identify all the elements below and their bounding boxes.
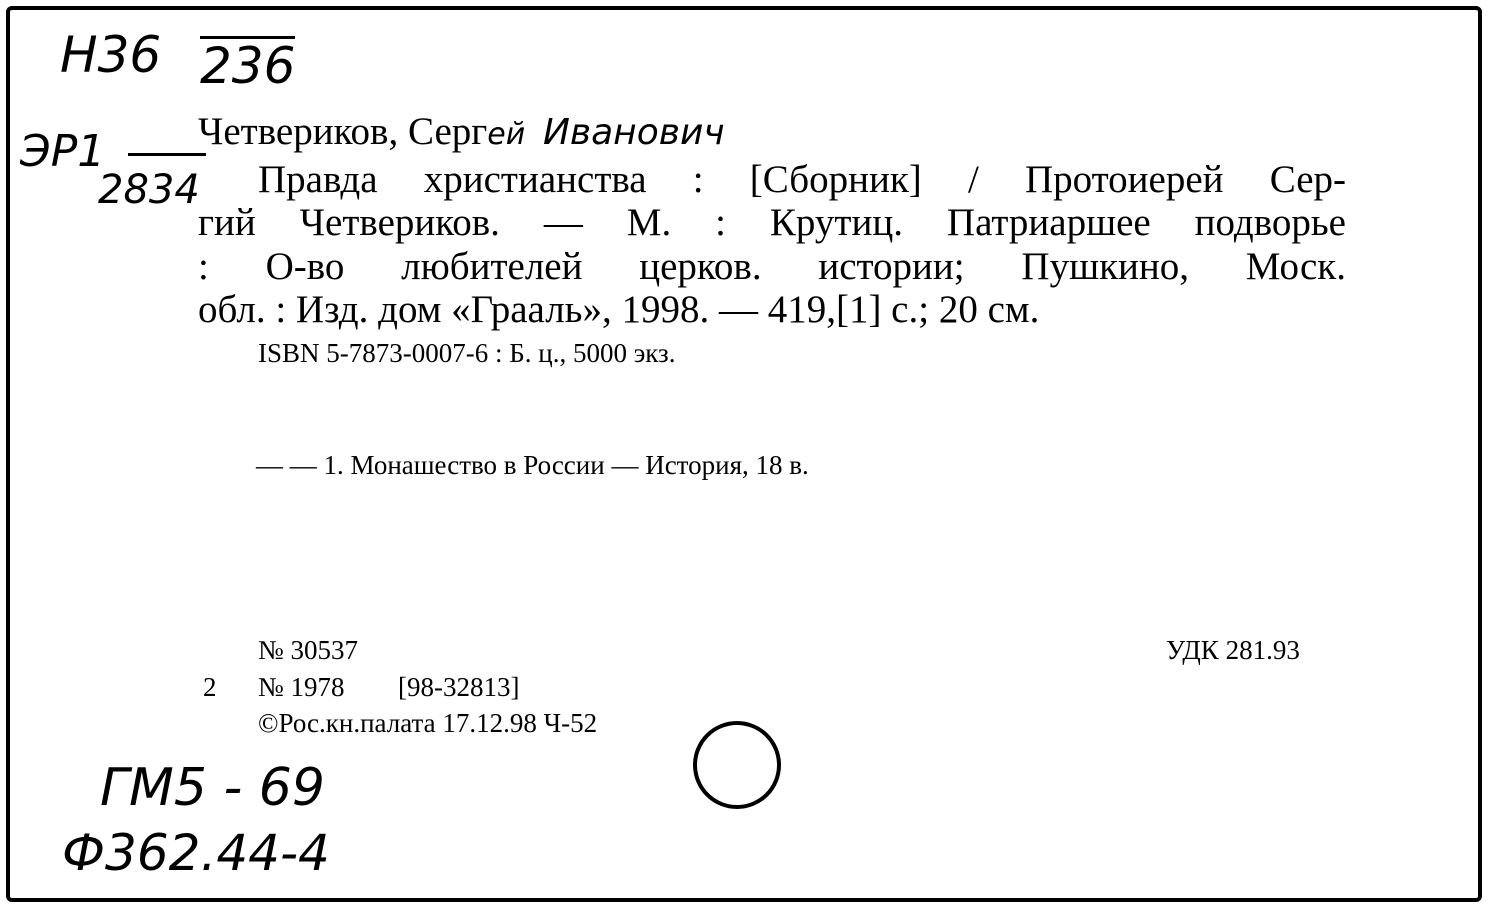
handwritten-shelfmark-left-number: 2834 — [98, 167, 200, 213]
title-line-2: гий Четвериков. — М. : Крутиц. Патриаршее подворье — [198, 201, 1346, 244]
card-punch-hole — [693, 721, 781, 809]
isbn-line: ISBN 5-7873-0007-6 : Б. ц., 5000 экз. — [258, 338, 676, 368]
publisher-line: ©Рос.кн.палата 17.12.98 Ч-52 — [258, 708, 598, 738]
subject-heading: — — 1. Монашество в России — История, 18 в. — [256, 450, 809, 480]
title-line-4: обл. : Изд. дом «Грааль», 1998. — 419,[1] с.; 20 см. — [198, 288, 1040, 331]
handwritten-shelfmark-left: ЭР1 — [20, 126, 106, 177]
card-count: 2 — [203, 672, 217, 702]
shelfmark-fraction-line — [128, 153, 206, 156]
title-line-1: Правда христианства : [Сборник] / Протоиерей Сер- — [258, 158, 1346, 201]
record-code: [98-32813] — [398, 672, 520, 702]
handwritten-shelfmark-top-number: 236 — [200, 37, 296, 95]
accession-number: № 30537 — [258, 635, 359, 665]
handwritten-shelfmark-top: Н36 — [60, 26, 162, 84]
author-printed: Четвериков, Серг — [198, 110, 488, 153]
handwritten-bottom-code-2: Ф362.44-4 — [62, 824, 330, 882]
udc-code: УДК 281.93 — [1166, 635, 1300, 665]
handwritten-author-completion: Иванович — [542, 112, 725, 153]
author-overwritten: ей — [487, 117, 526, 152]
record-number: № 1978 — [258, 672, 345, 702]
handwritten-bottom-code-1: ГМ5 - 69 — [100, 758, 325, 818]
title-line-3: : О-во любителей церков. истории; Пушкино, Моск. — [198, 245, 1346, 288]
author-line — [198, 112, 725, 151]
